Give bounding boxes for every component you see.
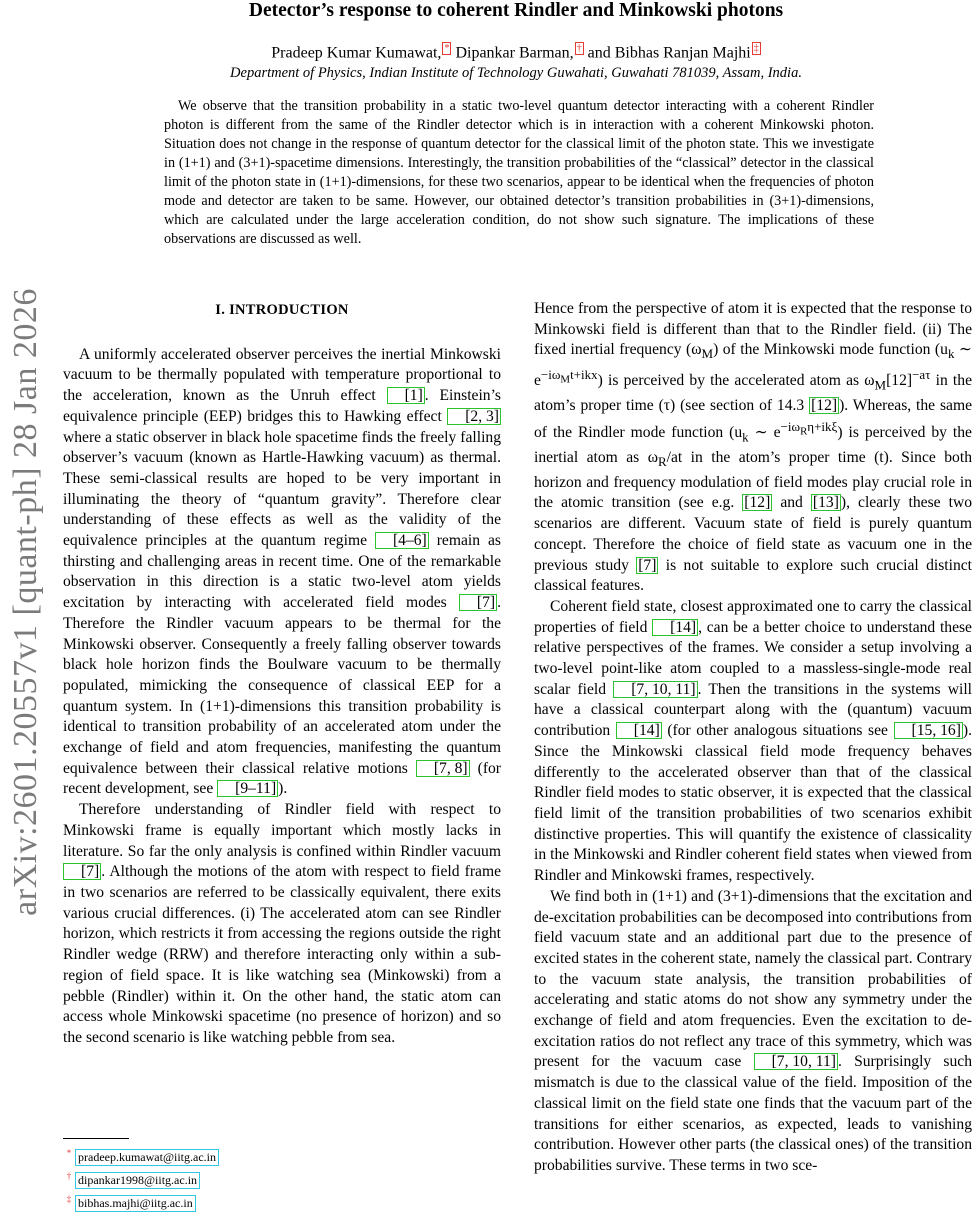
citation-link[interactable]: [9–11] — [217, 780, 278, 797]
author-line — [60, 42, 972, 63]
email-link-majhi[interactable]: bibhas.majhi@iitg.ac.in — [75, 1195, 196, 1212]
arxiv-sidebar — [0, 252, 52, 952]
author-majhi: and Bibhas Ranjan Majhi — [583, 44, 751, 62]
intro-paragraph-3: Hence from the perspective of atom it is expected that the response to Minkowski field is different than that to the Rindler field. (ii) The fixed inertial frequency $(\omega_M)$ of the Minkowski mode function ($u_k$ ∼ $e^{-i\omega_Mt+ikx}$) is perceived by the accelerated atom as $\omega_M[12]^{-a\tau}$ in the atom’s proper time (τ) (see section of 14.3 [12] ). Whereas, the same of the Rindler mode function ($u_k$ ∼ $e^{-i\omega_R\eta+ik\xi}$) is perceived by the inertial atom as $\omega_R/at$ in the atom’s proper time (t). Since both horizon and frequency modulation of field modes play crucial role in the atomic transition (see e.g. [12] and [13] ), clearly these two scenarios are different. Vacuum state of field is purely quantum concept. Therefore the choice of field state as vacuum one in the previous study [7] is not suitable to explore such crucial distinct classical features. — [534, 300, 972, 595]
citation-link[interactable]: [12] — [811, 397, 838, 415]
intro-paragraph-4: Coherent field state, closest approximated one to carry the classical properties of field [14] , can be a better choice to understand these relative perspectives of the frames. We consider a setup involving a two-level point-like atom coupled to a massless-single-mode real scalar field [7, 10, 11] . Then the transitions in the systems will have a classical counterpart along with the (quantum) vacuum contribution [14] (for other analogous situations see [15, 16] ). Since the Minkowski classical field mode frequency behaves differently to the accelerated observer than that of the classical Rindler field modes to static observer, it is expected that the classical field limit of the transition probabilities of two scenarios exhibit distinctive properties. This will quantify the existence of classicality in the Minkowski and Rindler coherent field states when viewed from Rindler and Minkowski frames, respectively. — [534, 597, 972, 885]
paper-title: Detector’s response to coherent Rindler and Minkowski photons — [248, 0, 784, 21]
right-column — [534, 299, 972, 1177]
author-kumawat: Pradeep Kumar Kumawat, — [271, 44, 442, 62]
citation-link[interactable]: [14] — [616, 722, 662, 739]
abstract: We observe that the transition probability in a static two-level quantum detector interacting with a coherent Rindler photon is different from the same of the Rindler detector which is in interaction with a coherent Minkowski photon. Situation does not change in the response of quantum detector for the classical limit of the photon state. This we investigate in (1+1) and (3+1)-spacetime dimensions. Interestingly, the transition probabilities of the “classical” detector in the classical limit of the photon state in (1+1)-dimensions, for these two scenarios, appear to be identical when the frequencies of photon mode and detector are taken to be same. However, our obtained detector’s transition probabilities in (3+1)-dimensions, which are calculated under the large acceleration condition, do not show such signature. The implications of these observations are discussed as well. — [164, 98, 874, 247]
footnote-link-1[interactable]: * — [444, 43, 450, 54]
email-link-barman[interactable]: dipankar1998@iitg.ac.in — [75, 1172, 200, 1189]
intro-paragraph-1: A uniformly accelerated observer perceives the inertial Minkowski vacuum to be thermally populated with temperature proportional to the acceleration, known as the Unruh effect [1] . Einstein’s equivalence principle (EEP) bridges this to Hawking effect [2, 3] where a static observer in black hole spacetime finds the freely falling observer’s vacuum (known as Hartle-Hawking vacuum) as thermal. These semi-classical results are hoped to be very important in illuminating the theory of “quantum gravity”. Therefore clear understanding of these effects as well as the validity of the equivalence principles at the quantum regime [4–6] remain as thirsting and challenging areas in recent time. One of the remarkable observation in this direction is a static two-level atom yields excitation by interacting with accelerated field modes [7] . Therefore the Rindler vacuum appears to be thermal for the Minkowski observer. Consequently a freely falling observer towards black hole horizon finds the Boulware vacuum to be thermally populated, mimicking the consequence of classical EEP for a quantum system. In (1+1)-dimensions this transition probability is identical to transition probability of an accelerated atom under the exchange of field and atom frequencies, manifesting the quantum equivalence between their classical relative motions [7, 8] (for recent development, see [9–11] ). — [63, 345, 502, 798]
footnotes — [63, 1144, 219, 1213]
email-link-kumawat[interactable]: pradeep.kumawat@iitg.ac.in — [75, 1149, 219, 1166]
citation-link[interactable]: [7, 10, 11] — [754, 1053, 838, 1070]
citation-link[interactable]: [7] — [638, 556, 657, 574]
citation-link[interactable]: [7] — [459, 594, 497, 611]
footnote-1 — [63, 1144, 219, 1167]
footnote-link-2[interactable]: † — [576, 43, 582, 54]
citation-link[interactable]: [4–6] — [375, 532, 429, 549]
footnote-symbol: * — [66, 1148, 72, 1158]
footnote-rule — [63, 1138, 129, 1139]
citation-link[interactable]: [7] — [63, 863, 101, 880]
citation-link[interactable]: [15, 16] — [894, 722, 963, 739]
citation-link[interactable]: [7, 8] — [416, 760, 470, 777]
citation-link[interactable]: [12] — [744, 494, 771, 512]
citation-link[interactable]: [7, 10, 11] — [613, 681, 697, 698]
citation-link[interactable]: [13] — [812, 494, 839, 512]
arxiv-identifier: arXiv:2601.20557v1 [quant-ph] 28 Jan 2026 — [7, 288, 44, 916]
footnote-link-3[interactable]: ‡ — [753, 43, 759, 54]
section-heading-introduction: I. INTRODUCTION — [215, 302, 349, 318]
intro-paragraph-5: We find both in (1+1) and (3+1)-dimensions that the excitation and de-excitation probabilities can be decomposed into contributions from field vacuum state and an additional part due to the presence of excited states in the coherent state, namely the classical part. Contrary to the vacuum state analysis, the transition probabilities of accelerating and static atoms do not show any symmetry under the exchange of field and atom frequencies. Even the excitation to de-excitation ratios do not reflect any trace of this symmetry, which was present for the vacuum case [7, 10, 11] . Surprisingly such mismatch is due to the classical value of the field. Imposition of the classical limit on the field state one finds that the vacuum part of the transitions for either scenarios, as expected, leads to vanishing contribution. However other parts (the classical ones) of the transition probabilities survive. These terms in two sce- — [534, 887, 972, 1174]
author-barman: Dipankar Barman, — [451, 44, 574, 62]
footnote-symbol: ‡ — [66, 1194, 72, 1204]
left-column — [63, 296, 501, 1049]
citation-link[interactable]: [14] — [652, 619, 698, 636]
affiliation: Department of Physics, Indian Institute of Technology Guwahati, Guwahati 781039, Assam, India. — [230, 65, 802, 81]
intro-paragraph-2: Therefore understanding of Rindler field with respect to Minkowski frame is equally important which mostly lacks in literature. So far the only analysis is confined within Rindler vacuum [7] . Although the motions of the atom with respect to field frame in two scenarios are referred to be classically equivalent, there exits various crucial differences. (i) The accelerated atom can see Rindler horizon, which restricts it from accessing the regions outside the right Rindler wedge (RRW) and therefore interacting only within a sub-region of field space. It is like watching sea (Minkowski) from a pebble (Rindler) within it. On the other hand, the static atom can access whole Minkowski spacetime (no presence of horizon) and so the second scenario is like watching pebble from sea. — [63, 801, 501, 1046]
citation-link[interactable]: [1] — [387, 387, 425, 404]
citation-link[interactable]: [2, 3] — [447, 408, 501, 425]
footnote-symbol: † — [66, 1171, 72, 1181]
footnote-2 — [63, 1167, 219, 1190]
footnote-3 — [63, 1190, 219, 1213]
